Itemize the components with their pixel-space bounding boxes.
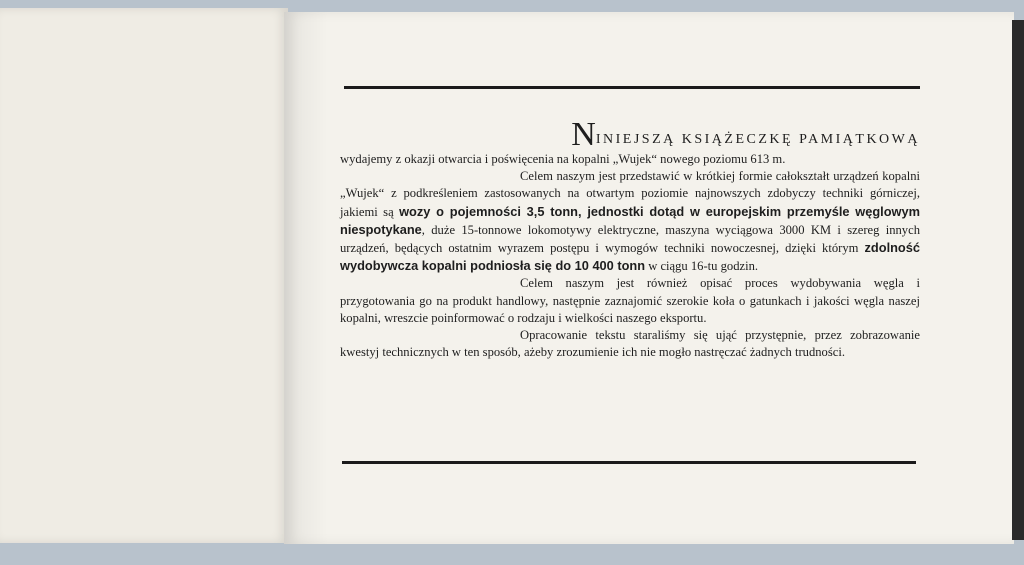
paragraph-3: Celem naszym jest również opisać proces wydobywania węgla i przygotowania go na produkt handlowy, następnie zaznajomić szerokie koła o gatunkach i jakości węgla naszej kopalni, wreszcie poinformować o rodzaju i wielkości naszego eksportu. bbox=[340, 276, 920, 325]
top-rule bbox=[344, 86, 920, 89]
paragraph-1-text: wydajemy z okazji otwarcia i poświęcenia na kopalni „Wujek“ nowego poziomu 613 m. bbox=[340, 152, 786, 166]
heading-text: INIEJSZĄ KSIĄŻECZKĘ PAMIĄTKOWĄ bbox=[595, 132, 920, 147]
paragraph-2-text-a: Celem naszym jest przedstawić w krótkiej formie całokształt urządzeń kopalni „Wujek“ z podkreśleniem zastosowanych na otwartym poziomie najnowszych zdobyczy techniki górniczej, jakiemi są bbox=[340, 169, 920, 219]
book-gutter bbox=[284, 12, 328, 544]
paragraph-2-text-d: w ciągu 16-tu godzin. bbox=[645, 259, 759, 274]
paragraph-4: Opracowanie tekstu staraliśmy się ująć przystępnie, przez zobrazowanie kwestyj technicznych w ten sposób, ażeby zrozumienie ich nie mogło nastręczać żadnych trudności. bbox=[340, 328, 920, 360]
paragraph-2-emphasis-1: wozy o pojemności 3,5 tonn, jednostki dotąd w europejskim przemyśle węglowym niespotykane bbox=[340, 203, 920, 237]
heading bbox=[340, 116, 920, 155]
paragraph-2-emphasis-2: zdolność wydobywcza kopalni podniosła się do 10 400 tonn bbox=[340, 240, 920, 274]
foreword-text bbox=[340, 116, 920, 361]
drop-cap: N bbox=[571, 116, 596, 153]
left-page bbox=[0, 8, 288, 543]
paragraph-2-text-c: , duże 15-tonnowe lokomotywy elektryczne, maszyna wyciągowa 3000 KM i szereg innych urządzeń, będących ostatnim wyrazem postępu i wymogów techniki nowoczesnej, dzięki którym bbox=[340, 222, 920, 256]
paragraph-2 bbox=[340, 168, 920, 275]
book-cover-edge bbox=[1012, 20, 1024, 540]
bottom-rule bbox=[342, 461, 916, 464]
